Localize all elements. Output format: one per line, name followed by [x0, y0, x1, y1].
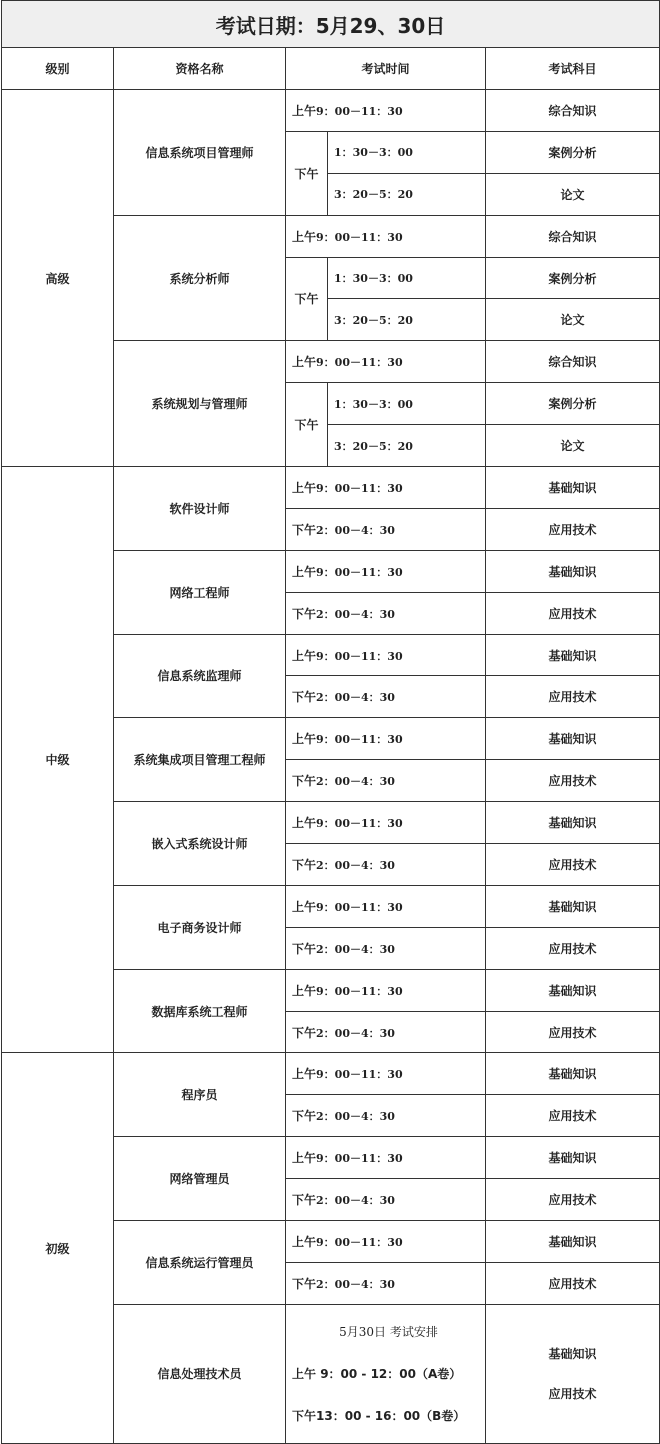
time-range: 9：00－11：30 [316, 1152, 403, 1166]
am-time [286, 885, 486, 927]
subject-cell: 论文 [486, 173, 660, 215]
qualification-name: 电子商务设计师 [114, 885, 286, 969]
subject-cell: 基础知识 [486, 1137, 660, 1179]
time-range: 2：00－4：30 [316, 523, 395, 537]
time-range: 9：00－11：30 [316, 565, 403, 579]
qualification-name: 嵌入式系统设计师 [114, 802, 286, 886]
time-range: 9：00－11：30 [316, 230, 403, 244]
pm1-time [328, 131, 486, 173]
subject-cell: 基础知识 [486, 969, 660, 1011]
subject-cell: 基础知识 [486, 1053, 660, 1095]
time-prefix: 下午 [292, 522, 317, 537]
table-row [2, 1053, 660, 1095]
time-range: 1：30－3：00 [334, 397, 413, 411]
time-range: 13：00 - 16：00（B卷） [316, 1408, 466, 1423]
time-prefix: 下午 [292, 690, 317, 705]
am-time [286, 969, 486, 1011]
pm-time [286, 1011, 486, 1053]
time-range: 1：30－3：00 [334, 146, 413, 160]
pm1-time [328, 257, 486, 299]
level-cell: 高级 [2, 90, 114, 467]
exam-schedule-table [1, 0, 660, 1444]
level-cell: 中级 [2, 467, 114, 1053]
pm-time [286, 1095, 486, 1137]
time-prefix: 下午 [292, 857, 317, 872]
am-time [286, 550, 486, 592]
subject-cell: 应用技术 [486, 760, 660, 802]
subject-cell: 基础知识 [486, 802, 660, 844]
time-range: 3：20－5：20 [334, 188, 413, 202]
subject-cell: 应用技术 [486, 844, 660, 886]
am-time [286, 634, 486, 676]
level-cell: 初级 [2, 1053, 114, 1443]
time-range: 2：00－4：30 [316, 1110, 395, 1124]
subject-cell: 应用技术 [486, 1262, 660, 1304]
subject-cell: 基础知识 [486, 634, 660, 676]
am-time [286, 1221, 486, 1263]
qualification-name: 信息系统监理师 [114, 634, 286, 718]
am-time [286, 341, 486, 383]
qualification-name: 系统规划与管理师 [114, 341, 286, 467]
time-range: 2：00－4：30 [316, 1194, 395, 1208]
pm-label: 下午 [286, 257, 328, 341]
qualification-name: 信息处理技术员 [114, 1304, 286, 1443]
pm-time [286, 844, 486, 886]
am-time [286, 215, 486, 257]
time-range: 9：00－11：30 [316, 481, 403, 495]
subject-cell: 案例分析 [486, 383, 660, 425]
time-range: 2：00－4：30 [316, 691, 395, 705]
subject-cell: 应用技术 [486, 508, 660, 550]
subject-cell: 应用技术 [486, 1011, 660, 1053]
subject-cell: 基础知识 [486, 467, 660, 509]
subject-cell: 综合知识 [486, 341, 660, 383]
time-range: 9：00－11：30 [316, 649, 403, 663]
time-range: 2：00－4：30 [316, 1026, 395, 1040]
pm2-time [328, 425, 486, 467]
subject-cell: 综合知识 [486, 90, 660, 132]
time-prefix: 上午 [292, 564, 317, 579]
time-range: 2：00－4：30 [316, 607, 395, 621]
pm-label: 下午 [286, 383, 328, 467]
subject-cell [486, 1304, 660, 1443]
qualification-name: 网络工程师 [114, 550, 286, 634]
time-prefix: 下午 [292, 606, 317, 621]
time-prefix: 上午 [292, 1234, 317, 1249]
am-time [286, 1353, 485, 1395]
time-prefix: 下午 [292, 1408, 317, 1423]
qualification-name: 网络管理员 [114, 1137, 286, 1221]
subject-item: 基础知识 [548, 1346, 597, 1361]
time-prefix: 上午 [292, 983, 317, 998]
am-time [286, 1137, 486, 1179]
time-prefix: 上午 [292, 732, 317, 747]
am-time [286, 802, 486, 844]
qualification-name: 程序员 [114, 1053, 286, 1137]
time-prefix: 上午 [292, 1067, 317, 1082]
special-schedule [286, 1304, 486, 1443]
pm-time [286, 927, 486, 969]
time-range: 1：30－3：00 [334, 272, 413, 285]
subject-cell: 基础知识 [486, 718, 660, 760]
subject-item: 应用技术 [548, 1386, 597, 1401]
page-title: 考试日期：5月29、30日 [2, 1, 660, 48]
pm2-time [328, 299, 486, 341]
time-prefix: 上午 [292, 816, 317, 831]
subject-cell: 基础知识 [486, 550, 660, 592]
qualification-name: 数据库系统工程师 [114, 969, 286, 1053]
time-range: 2：00－4：30 [316, 858, 395, 872]
header-exam-time: 考试时间 [286, 48, 486, 90]
time-range: 2：00－4：30 [316, 775, 395, 789]
time-prefix: 上午 [292, 1366, 317, 1381]
pm-time [286, 1179, 486, 1221]
header-level: 级别 [2, 48, 114, 90]
subject-cell: 案例分析 [486, 131, 660, 173]
time-prefix: 下午 [292, 774, 317, 789]
subject-cell: 应用技术 [486, 592, 660, 634]
subject-cell: 应用技术 [486, 1179, 660, 1221]
qualification-name: 信息系统项目管理师 [114, 90, 286, 216]
time-prefix: 上午 [292, 229, 317, 244]
subject-cell: 应用技术 [486, 676, 660, 718]
subject-cell: 论文 [486, 425, 660, 467]
time-range: 9：00－11：30 [316, 1235, 403, 1249]
pm-time [286, 1262, 486, 1304]
pm-time [286, 1395, 485, 1437]
am-time [286, 467, 486, 509]
subject-cell: 案例分析 [486, 257, 660, 299]
time-range: 9：00－11：30 [316, 104, 403, 118]
pm-time [286, 508, 486, 550]
table-row [2, 90, 660, 132]
time-range: 9：00－11：30 [316, 900, 403, 914]
subject-cell: 应用技术 [486, 1095, 660, 1137]
subject-cell: 应用技术 [486, 927, 660, 969]
qualification-name: 软件设计师 [114, 467, 286, 551]
time-range: 3：20－5：20 [334, 439, 413, 453]
pm-time [286, 676, 486, 718]
subject-cell: 基础知识 [486, 885, 660, 927]
time-range: 9：00－11：30 [316, 356, 403, 370]
time-prefix: 上午 [292, 899, 317, 914]
time-prefix: 下午 [292, 941, 317, 956]
time-range: 3：20－5：20 [334, 313, 413, 327]
time-prefix: 上午 [292, 355, 317, 370]
time-range: 9：00－11：30 [316, 733, 403, 747]
pm-time [286, 592, 486, 634]
pm1-time [328, 383, 486, 425]
time-prefix: 上午 [292, 103, 317, 118]
time-prefix: 下午 [292, 1193, 317, 1208]
time-range: 9：00－11：30 [316, 984, 403, 998]
schedule-heading: 5月30日 考试安排 [339, 1324, 438, 1339]
pm2-time [328, 173, 486, 215]
pm-label: 下午 [286, 131, 328, 215]
time-prefix: 上午 [292, 648, 317, 663]
subject-cell: 基础知识 [486, 1221, 660, 1263]
qualification-name: 系统集成项目管理工程师 [114, 718, 286, 802]
header-qualification: 资格名称 [114, 48, 286, 90]
table-row [2, 467, 660, 509]
time-range: 9：00 - 12：00（A卷） [316, 1366, 462, 1381]
subject-cell: 论文 [486, 299, 660, 341]
subject-cell: 综合知识 [486, 215, 660, 257]
qualification-name: 信息系统运行管理员 [114, 1221, 286, 1305]
header-exam-subject: 考试科目 [486, 48, 660, 90]
time-prefix: 下午 [292, 1109, 317, 1124]
table-body [2, 90, 660, 1444]
time-prefix: 下午 [292, 1025, 317, 1040]
pm-time [286, 760, 486, 802]
time-range: 9：00－11：30 [316, 817, 403, 831]
am-time [286, 1053, 486, 1095]
time-range: 2：00－4：30 [316, 1277, 395, 1291]
time-range: 9：00－11：30 [316, 1068, 403, 1082]
time-prefix: 上午 [292, 480, 317, 495]
time-prefix: 下午 [292, 1276, 317, 1291]
am-time [286, 90, 486, 132]
time-prefix: 上午 [292, 1151, 317, 1166]
time-range: 2：00－4：30 [316, 942, 395, 956]
am-time [286, 718, 486, 760]
qualification-name: 系统分析师 [114, 215, 286, 341]
